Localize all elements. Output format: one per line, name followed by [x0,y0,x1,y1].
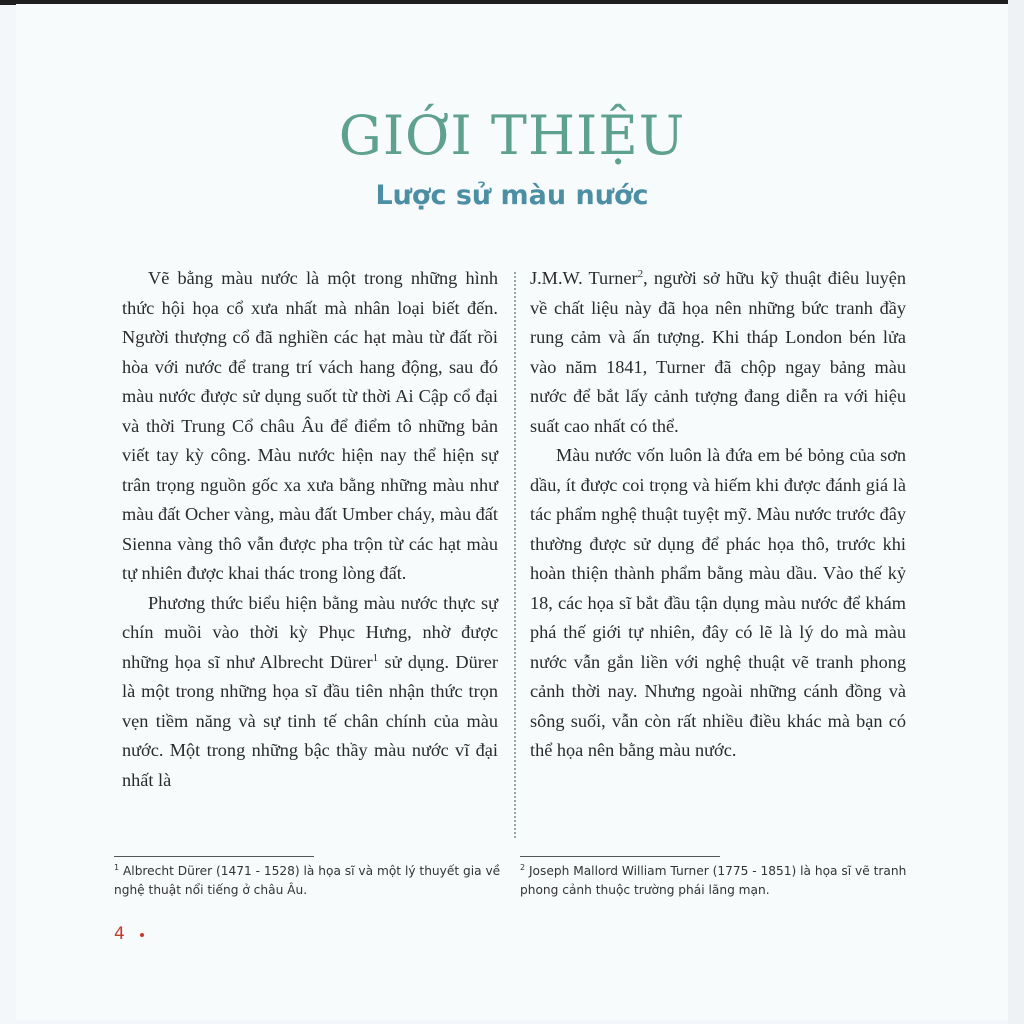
footnote-2-number: 2 [520,862,526,872]
left-paragraph-1: Vẽ bằng màu nước là một trong những hình thức hội họa cổ xưa nhất mà nhân loại biết đến. Người thượng cổ đã nghiền các hạt màu từ đất rồi hòa với nước để trang trí vách hang động, sau đó màu nước được sử dụng suốt từ thời Ai Cập cổ đại và thời Trung Cổ châu Âu để điểm tô những bản viết tay kỳ công. Màu nước hiện nay thể hiện sự trân trọng nguồn gốc xa xưa bằng những màu như màu đất Ocher vàng, màu đất Umber cháy, màu đất Sienna vàng thô vẫn được pha trộn từ các hạt màu tự nhiên được khai thác trong lòng đất. [122,268,498,583]
left-paragraph-2-text-b: sử dụng. Dürer là một trong những họa sĩ đầu tiên nhận thức trọn vẹn tiềm năng và sự tinh tế chân chính của màu nước. Một trong những bậc thầy màu nước vĩ đại nhất là [122,651,499,790]
column-divider [514,272,516,838]
page-title: GIỚI THIỆU [338,104,686,167]
right-paragraph-1 [530,264,906,441]
footnote-1-text: Albrecht Dürer (1471 - 1528) là họa sĩ và một lý thuyết gia về nghệ thuật nổi tiếng ở châu Âu. [114,864,501,897]
footnote-2 [520,862,910,900]
left-column [122,264,498,795]
right-paragraph-1-text-a: J.M.W. Turner [530,268,638,288]
footnote-ref-1: 1 [372,651,379,664]
right-paragraph-2: Màu nước vốn luôn là đứa em bé bỏng của sơn dầu, ít được coi trọng và hiếm khi được đánh giá là tác phẩm nghệ thuật tuyệt mỹ. Màu nước trước đây thường được sử dụng để phác họa thô, trước khi hoàn thiện thành phẩm bằng màu dầu. Vào thế kỷ 18, các họa sĩ bắt đầu tận dụng màu nước để khám phá thế giới tự nhiên, đây có lẽ là lý do mà màu nước vẫn gắn liền với nghệ thuật vẽ tranh phong cảnh thời nay. Nhưng ngoài những cánh đồng và sông suối, vẫn còn rất nhiều điều khác mà bạn có thể họa nên bằng màu nước. [530,445,906,760]
page-number-dot [140,933,144,937]
left-paragraph-2 [122,589,498,796]
right-column [530,264,906,766]
footnote-1-number: 1 [114,862,120,872]
right-paragraph-1-text-b: , người sở hữu kỹ thuật điêu luyện về chất liệu này đã họa nên những bức tranh đầy rung cảm và ấn tượng. Khi tháp London bén lửa vào năm 1841, Turner đã chộp ngay bảng màu nước để bắt lấy cảnh tượng đang diễn ra với hiệu suất cao nhất có thể. [530,268,906,436]
page-number: 4 [114,924,125,944]
footnote-ref-2: 2 [637,267,644,280]
footnote-2-text: Joseph Mallord William Turner (1775 - 1851) là họa sĩ vẽ tranh phong cảnh thuộc trường phái lãng mạn. [520,864,907,897]
footnote-rule-right [520,856,720,857]
footnote-1 [114,862,504,900]
left-paragraph-2-text-a: Phương thức biểu hiện bằng màu nước thực sự chín muồi vào thời kỳ Phục Hưng, nhờ được những họa sĩ như Albrecht Dürer [122,592,498,672]
page-subtitle: Lược sử màu nước [375,180,649,211]
footnote-rule-left [114,856,314,857]
